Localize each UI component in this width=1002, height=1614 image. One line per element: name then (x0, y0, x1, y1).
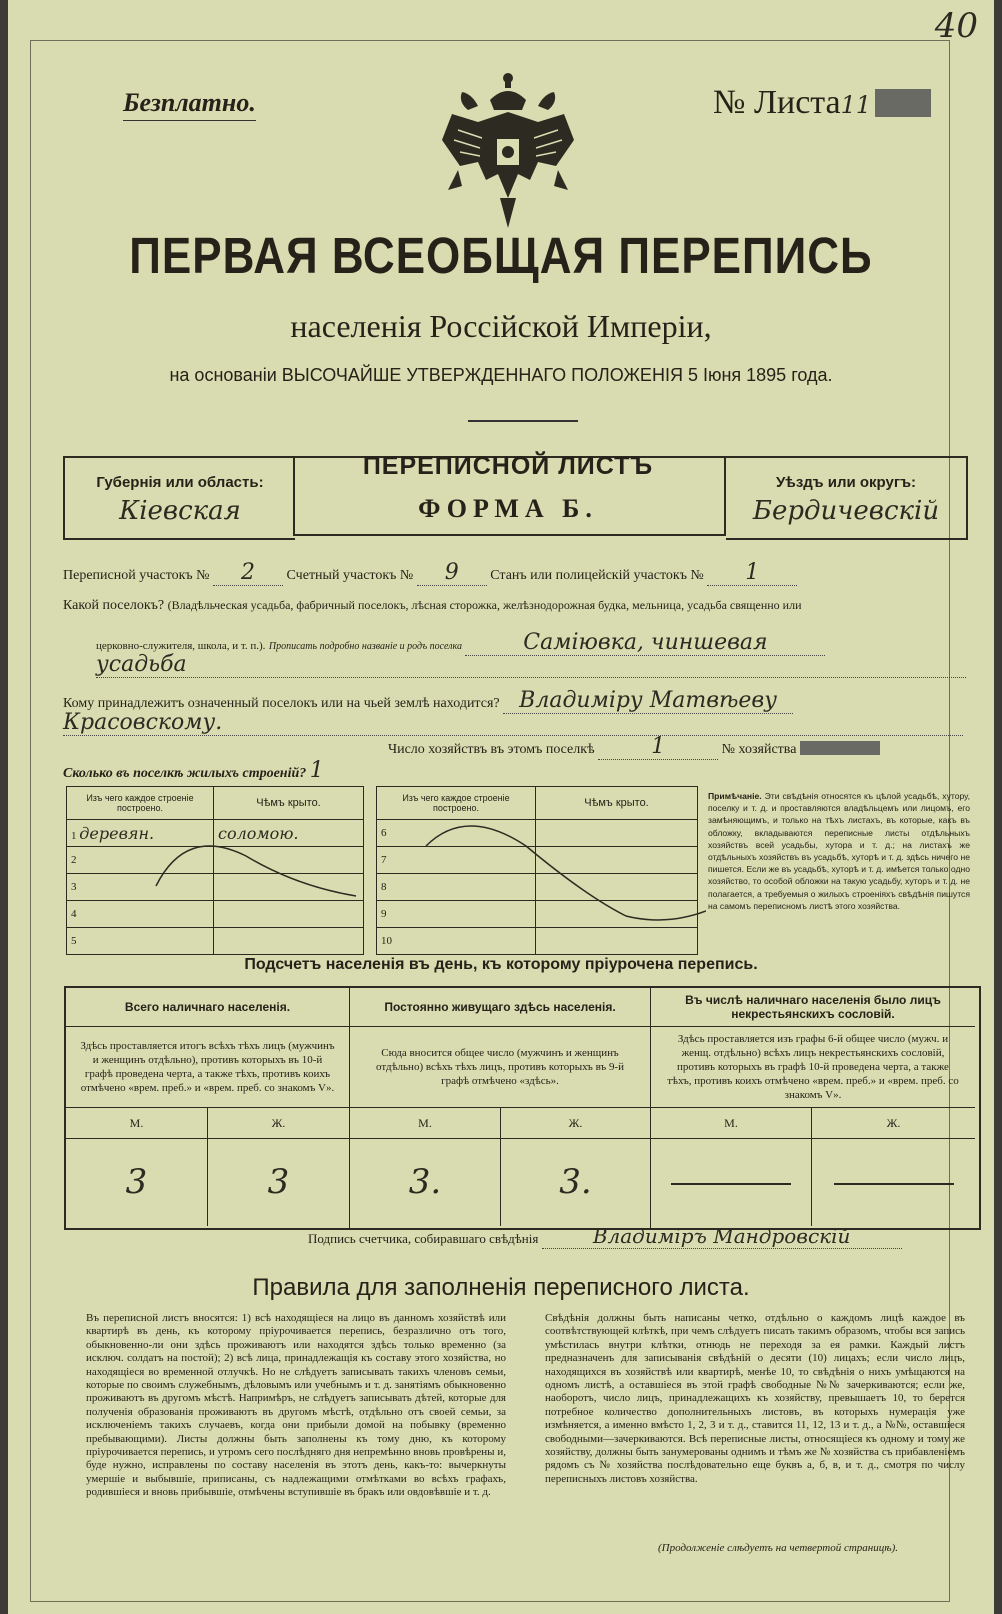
male-value: 3 (66, 1138, 208, 1226)
table-row: 8 (377, 874, 698, 901)
owner-value-2: Красовскому. (63, 710, 963, 736)
col-roof-right: Чѣмъ крыто. (536, 787, 698, 820)
col-title: Въ числѣ наличнаго населенія было лицъ некрестьянскихъ сословій. (651, 988, 975, 1027)
signature-value: Владиміръ Мандровскій (542, 1224, 902, 1249)
redaction-mark (800, 741, 880, 755)
col-title: Постоянно живущаго здѣсь населенія. (350, 988, 650, 1027)
district-value: Бердичевскій (752, 496, 940, 526)
table-row: 1 деревян. соломою. (67, 820, 364, 847)
signature-label: Подпись счетчика, собиравшаго свѣдѣнія (308, 1231, 539, 1246)
households-value: 1 (598, 734, 718, 760)
count-area-label: Счетный участокъ № (286, 568, 414, 583)
male-header: М. (350, 1108, 501, 1139)
buildings-label: Сколько въ поселкѣ жилыхъ строеній? (63, 766, 307, 781)
female-header: Ж. (208, 1108, 349, 1139)
population-col-permanent (350, 988, 651, 1228)
main-title: ПЕРВАЯ ВСЕОБЩАЯ ПЕРЕПИСЬ (129, 228, 873, 285)
population-col-total (66, 988, 350, 1228)
note-text: Эти свѣдѣнія относятся къ цѣлой усадьбѣ, хутору, поселку и т. д. и проставляются владѣльцемъ или лицомъ, его замѣняющимъ, и только на тѣхъ листахъ, въ которые, какъ въ обложку, вкладываются переписные листы отдѣльныхъ хозяйствъ всей усадьбы, хутора и т. д.; на листахъ же отдѣльныхъ хозяйствъ въ усадьбѣ, хуторѣ и т. д. здѣсь ничего не пишется. Если же въ усадьбѣ, хуторѣ и т. д. имѣется только одно хозяйство, то особой обложки на такую усадьбу, хуторъ и т. д. не полагается, а требуемыя о жилыхъ строеніяхъ свѣдѣнія пишутся на самомъ переписномъ листѣ этого хозяйства. (708, 791, 970, 911)
form-title: ПЕРЕПИСНОЙ ЛИСТЪ (362, 452, 654, 480)
rules-right: Свѣдѣнія должны быть написаны четко, отдѣльно о каждомъ лицѣ каждое въ соотвѣтствующей клѣткѣ, при чемъ слѣдуетъ писать такимъ образомъ, чтобы вся запись умѣстилась внутри клѣтки, отнюдь не переходя за ея рамки. Каждый листъ предназначенъ для записыванія свѣдѣній о десяти (10) лицахъ; если число лицъ, находящихся въ хозяйствѣ или квартирѣ, менѣе 10, то свѣдѣнія о нихъ умѣщаются на одномъ листѣ, а оставшіеся въ этой графѣ свободные №№ зачеркиваются; если же, наоборотъ, число лицъ, принадлежащихъ къ хозяйству, превышаетъ 10, то берется потребное количество дополнительныхъ листовъ, въ которыхъ нумерація уже измѣняется, а именно вмѣсто 1, 2, 3 и т. д., ставится 11, 12, 13 и т. д., а №№, оставшіеся свободными—зачеркиваются. Всѣ переписные листы, относящіеся къ одному и тому же хозяйству, должны быть занумерованы однимъ и тѣмъ же № хозяйства съ прибавленіемъ рядомъ съ № хозяйства послѣдовательно еще буквъ а, б, в, и т. д., смотря по числу переписныхъ листовъ хозяйства. (545, 1312, 965, 1485)
sheet-number (713, 84, 931, 122)
district-label: Уѣздъ или округъ: (775, 474, 917, 491)
household-no-label: № хозяйства (721, 742, 797, 757)
col-title: Всего наличнаго населенія. (66, 988, 349, 1027)
female-value: 3. (559, 1162, 592, 1202)
form-letter: ФОРМА Б. (418, 494, 598, 523)
buildings-value: 1 (309, 758, 324, 783)
police-area-value: 1 (707, 560, 797, 586)
note-title: Примѣчаніе. (708, 791, 762, 801)
female-value-empty (812, 1138, 975, 1226)
free-label: Безплатно. (123, 88, 256, 121)
col-text: Сюда вносится общее число (мужчинъ и женщинъ отдѣльно) всѣхъ тѣхъ лицъ, противъ которыхъ въ 9-й графѣ отмѣчено «здѣсь». (350, 1026, 650, 1108)
male-header: М. (651, 1108, 812, 1139)
continued-note: (Продолженіе слѣдуетъ на четвертой страницѣ). (658, 1542, 898, 1554)
male-value: 3. (350, 1138, 501, 1226)
district-box (726, 456, 968, 540)
sheet-value: 11 (840, 91, 872, 119)
buildings-note (708, 790, 970, 912)
table-row: 10 (377, 928, 698, 955)
census-form-page (8, 0, 994, 1614)
settlement-hint: (Владѣльческая усадьба, фабричный поселокъ, лѣсная сторожка, желѣзнодорожная будка, мельница, усадьба священно или (167, 598, 802, 612)
households-label: Число хозяйствъ въ этомъ поселкѣ (388, 742, 595, 757)
settlement-line (63, 598, 973, 614)
settlement-label: Какой поселокъ? (63, 598, 165, 613)
population-table (64, 986, 981, 1230)
col-text: Здѣсь проставляется изъ графы 6-й общее число (мужч. и женщ. отдѣльно) всѣхъ лицъ некрестьянскихъ сословій, противъ которыхъ въ графѣ 10-й проведена черта, а также тѣхъ, противъ коихъ отмѣчено «врем. преб.» и «врем. преб. со знакомъ V». (651, 1026, 975, 1108)
police-area-label: Станъ или полицейскій участокъ № (490, 568, 704, 583)
owner-value: Владиміру Матвѣеву (503, 688, 793, 714)
owner-label: Кому принадлежитъ означенный поселокъ или на чьей землѣ находится? (63, 696, 500, 711)
province-value: Кіевская (119, 496, 241, 526)
rules-title: Правила для заполненія переписного листа. (252, 1274, 750, 1301)
settlement-value: Саміювка, чиншевая (465, 630, 825, 656)
households-line (388, 734, 968, 760)
col-roof: Чѣмъ крыто. (214, 787, 364, 820)
census-area-label: Переписной участокъ № (63, 568, 210, 583)
table-row: 6 (377, 820, 698, 847)
count-area-value: 9 (417, 560, 487, 586)
redaction-mark (875, 89, 931, 117)
subtitle: населенія Россійской Имперіи, (290, 308, 712, 344)
table-row: 4 (67, 901, 364, 928)
page-number: 40 (934, 6, 978, 46)
strike-through-marks (66, 786, 706, 946)
table-row: 2 (67, 847, 364, 874)
table-row: 5 (67, 928, 364, 955)
buildings-line (63, 758, 324, 783)
divider (468, 420, 578, 422)
female-value: 3 (267, 1162, 290, 1202)
area-line (63, 560, 797, 586)
population-col-nonpeasant (651, 988, 975, 1228)
settlement-value-2: усадьба (96, 652, 966, 678)
population-heading: Подсчетъ населенія въ день, къ которому пріурочена перепись. (244, 956, 758, 973)
legal-basis: на основаніи ВЫСОЧАЙШЕ УТВЕРЖДЕННАГО ПОЛОЖЕНІЯ 5 Іюня 1895 года. (169, 365, 833, 385)
province-label: Губернія или область: (96, 474, 264, 491)
census-area-value: 2 (213, 560, 283, 586)
rules-left: Въ переписной листъ вносятся: 1) всѣ находящіеся на лицо въ данномъ хозяйствѣ или квартирѣ въ день, къ которому пріурочивается перепись, безразлично отъ того, обыкновенно-ли они здѣсь проживаютъ или находятся здѣсь только временно (за исключ. солдатъ на постой); 2) всѣ лица, принадлежащія къ составу этого хозяйства, но находящіеся во временной отлучкѣ. Но не слѣдуетъ записывать такихъ членовъ семьи, которые по своимъ служебнымъ, дѣловымъ или учебнымъ и т. д. занятіямъ обыкновенно проживаютъ въ другомъ мѣстѣ. Напримѣръ, не слѣдуетъ записывать дѣтей, которые для полученія образованія проживаютъ въ другомъ мѣстѣ, отдѣльно отъ своей семьи, за исключеніемъ такихъ случаевъ, когда они прибыли домой на побывку (временно пребывающими). Листы должны быть заполнены къ тому дню, къ которому пріурочивается перепись, и утромъ сего послѣдняго дня непремѣнно вновь провѣрены и, буде нужно, исправлены по составу населенія въ этотъ день, какъ-то: вычеркнуты умершіе и выбывшіе, приписаны, съ надлежащими отмѣтками во всѣхъ графахъ, родившіеся и вновь прибывшіе, отмѣчены вступившіе въ бракъ или овдовѣвшіе и т. д. (86, 1312, 506, 1499)
col-text: Здѣсь проставляется итогъ всѣхъ тѣхъ лицъ (мужчинъ и женщинъ отдѣльно), противъ которыхъ въ 10-й графѣ проведена черта, а также тѣхъ, противъ коихъ отмѣчено «врем. преб.» и «врем. преб. со знакомъ V». (66, 1026, 349, 1108)
province-box (63, 456, 295, 540)
sheet-label: № Листа (713, 84, 841, 121)
settlement-instruction: Прописать подробно названіе и родъ поселка (268, 641, 462, 652)
col-material: Изъ чего каждое строеніе построено. (67, 787, 214, 820)
table-row: 3 (67, 874, 364, 901)
imperial-eagle-emblem (438, 70, 578, 230)
signature-line (308, 1224, 902, 1249)
male-value-empty (651, 1138, 812, 1226)
table-row: 9 (377, 901, 698, 928)
table-row: 7 (377, 847, 698, 874)
female-header: Ж. (501, 1108, 650, 1139)
col-material-right: Изъ чего каждое строеніе построено. (377, 787, 536, 820)
male-header: М. (66, 1108, 208, 1139)
settlement-hint-2: церковно-служителя, школа, и т. п.). (96, 640, 266, 652)
female-header: Ж. (812, 1108, 975, 1139)
